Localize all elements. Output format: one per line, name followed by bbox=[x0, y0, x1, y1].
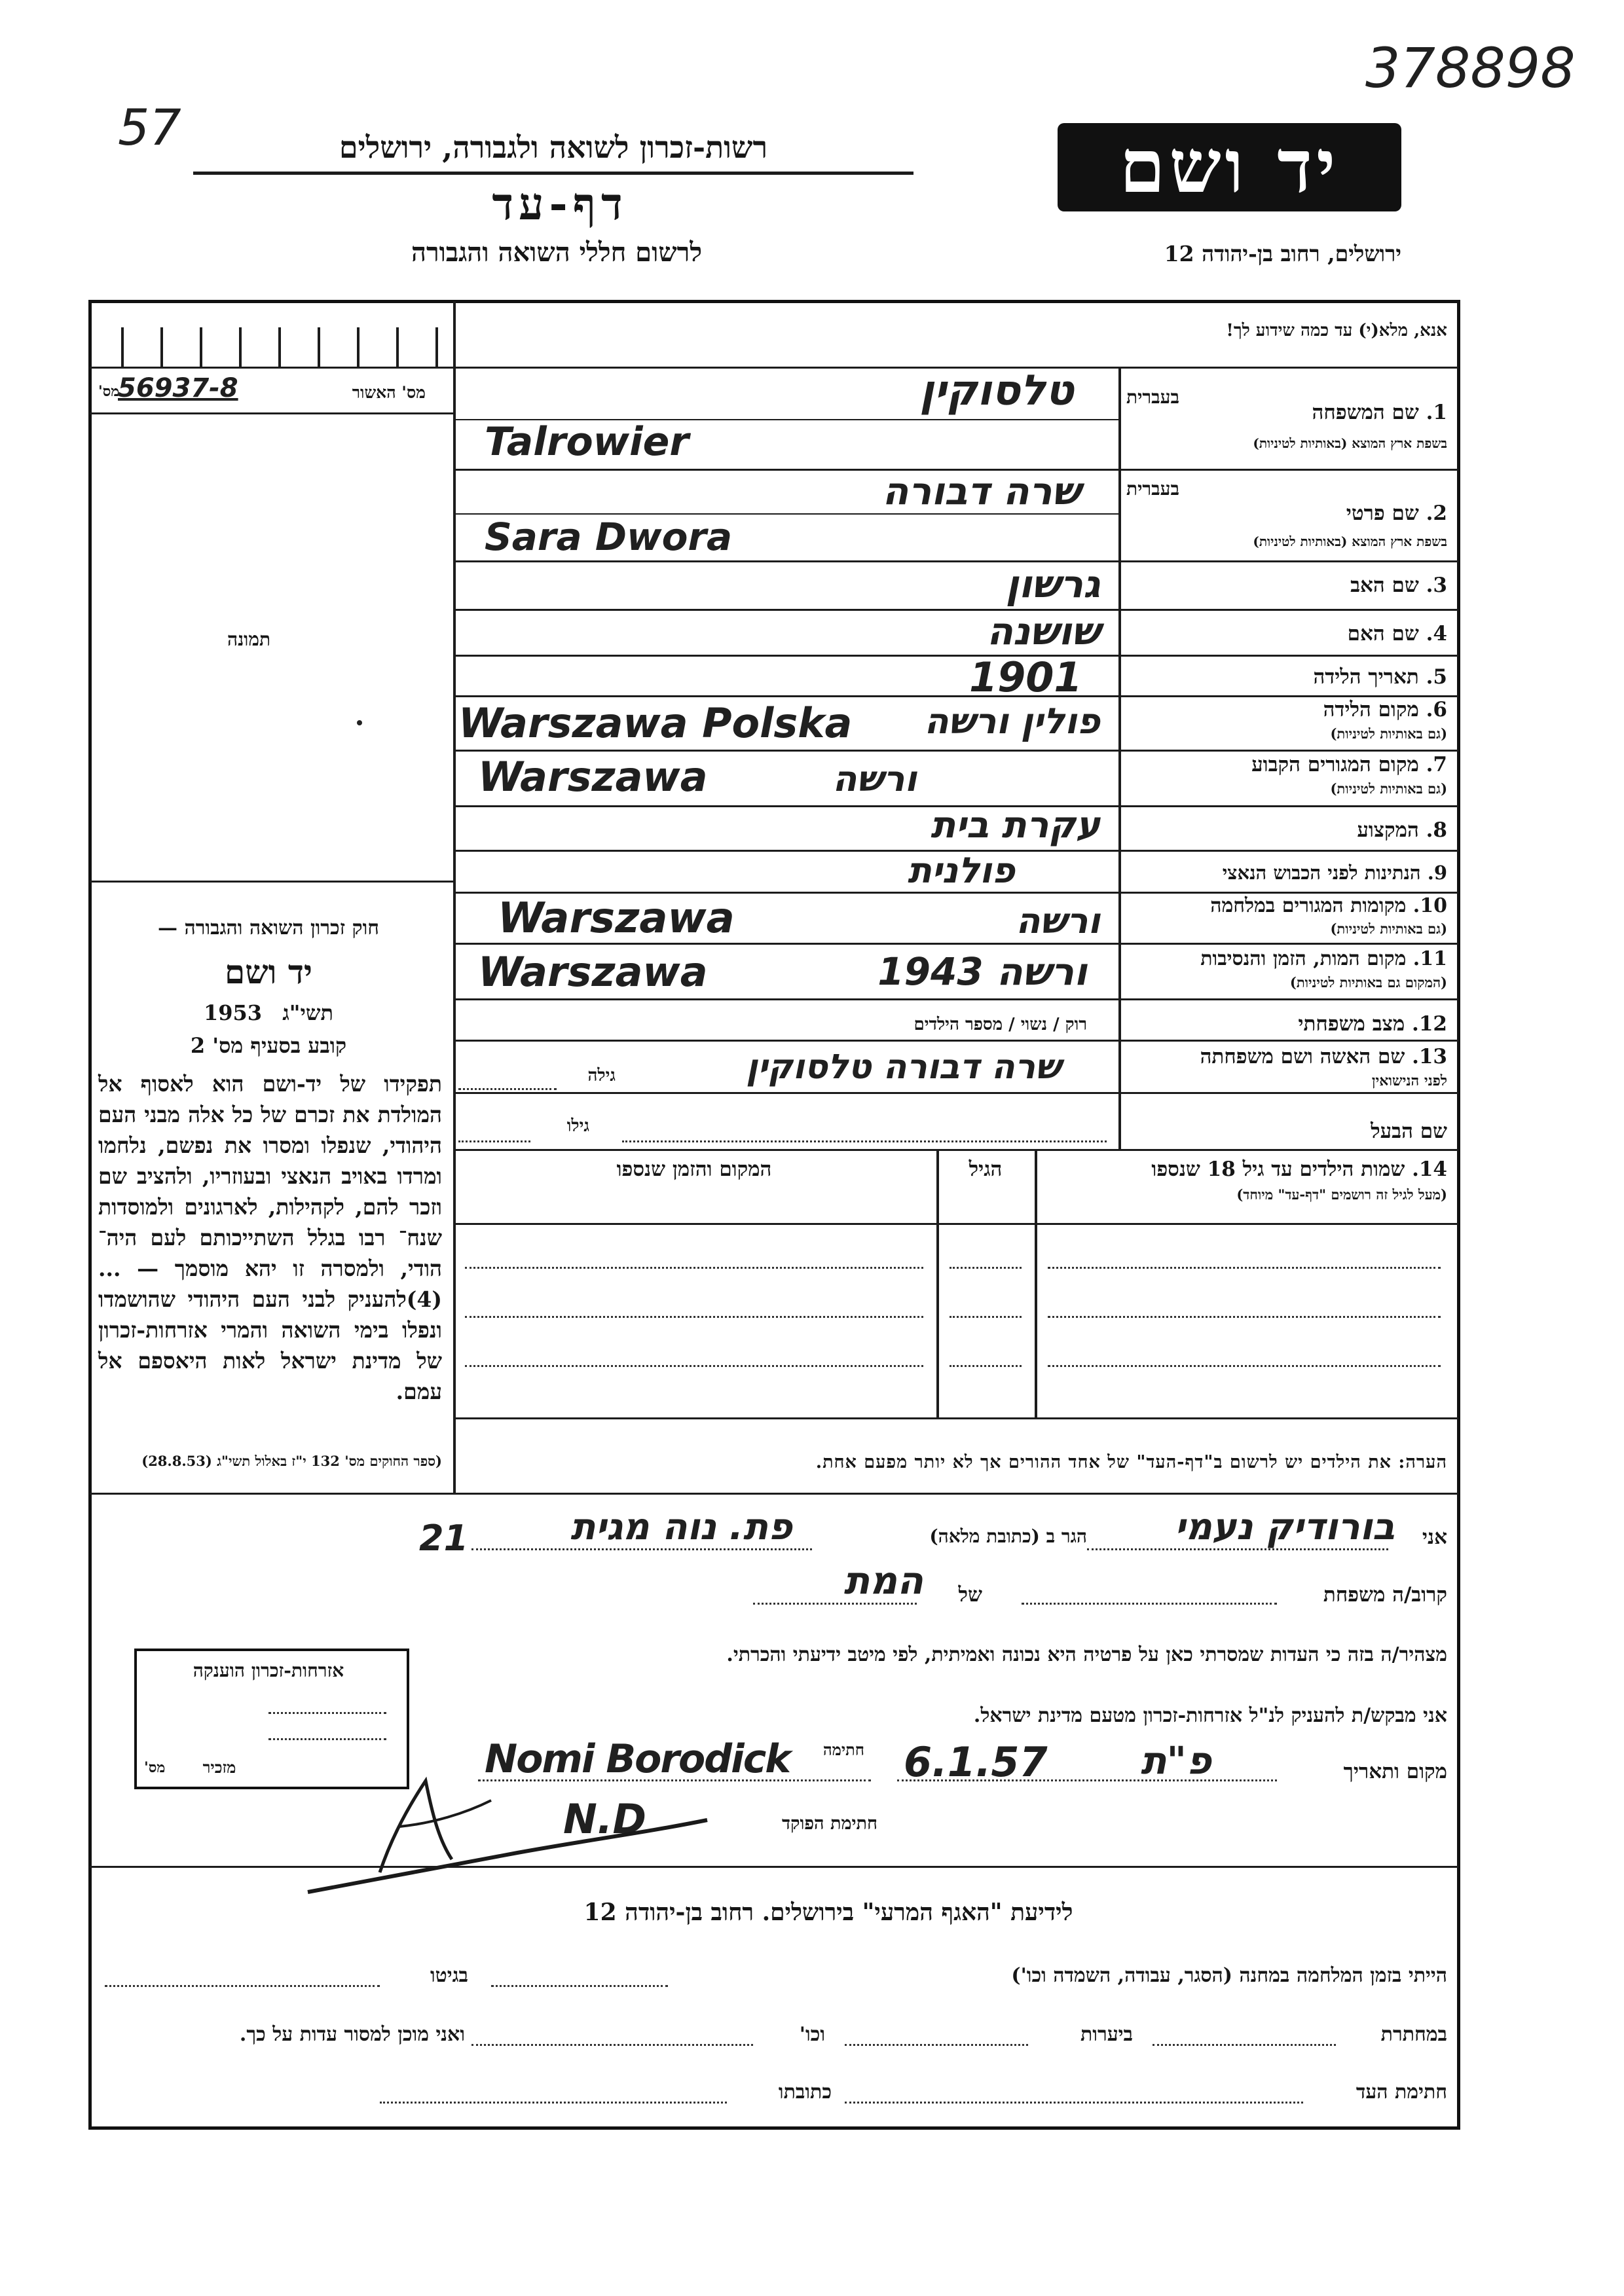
law-top-rule bbox=[90, 881, 453, 883]
f4-value: שושנה bbox=[987, 609, 1100, 653]
yad-vashem-logo-text: יד ושם bbox=[1119, 124, 1340, 210]
f1-hebrew-value: טלסוקין bbox=[919, 367, 1074, 415]
office-address: ירושלים, רחוב בן-יהודה 12 bbox=[1164, 241, 1401, 266]
law-name: יד ושם bbox=[225, 953, 312, 991]
f13-sub: לפני הנישואין bbox=[1371, 1072, 1447, 1089]
bottom-line1-blank2 bbox=[105, 1985, 380, 1987]
law-year-number: 1953 bbox=[204, 1000, 263, 1025]
f1-latin-value: Talrowier bbox=[485, 419, 689, 465]
row-rule bbox=[453, 892, 1458, 894]
col-age: הגיל bbox=[969, 1157, 1003, 1181]
f2-sub: בשפת ארץ המוצא (באותיות לטיניות) bbox=[1253, 534, 1447, 549]
f10-latin-value: Warszawa bbox=[498, 894, 735, 943]
lives-in-label: הגר ב (כתובת מלאה) bbox=[929, 1525, 1087, 1547]
label-column-divider bbox=[1118, 367, 1121, 1149]
address-value: פת. נוה מגית bbox=[570, 1506, 792, 1548]
stamp-sign-label: מזכיר bbox=[202, 1758, 236, 1777]
bottom-line2-blank-a bbox=[1153, 2044, 1336, 2046]
place-date-label: מקום ותאריך bbox=[1343, 1760, 1447, 1783]
f6-sub: (גם באותיות לטיניות) bbox=[1330, 725, 1447, 742]
f10-label: 10. מקומות המגורים במלחמה bbox=[1210, 894, 1447, 917]
witness-name: בורודיק נעמי bbox=[1174, 1506, 1395, 1548]
f3-label: 3. שם האב bbox=[1350, 574, 1447, 597]
f3-value: גרשון bbox=[1005, 562, 1100, 606]
place-value: פ"ת bbox=[1141, 1738, 1211, 1783]
tick bbox=[435, 327, 438, 367]
relation-label: קרוב/ה משפחת bbox=[1323, 1583, 1447, 1607]
f9-label: 9. הנתינות לפני הכבוש הנאצי bbox=[1222, 862, 1447, 884]
child-line bbox=[950, 1365, 1022, 1367]
law-clause: קובע בסעיף מס' 2 bbox=[190, 1033, 347, 1058]
signature-label: חתימה bbox=[822, 1740, 864, 1759]
f4-label: 4. שם האם bbox=[1347, 622, 1447, 646]
request-text: אני מבקש/ת להעניק לנ"ל אזרחות-זכרון מטעם מדינת ישראל. bbox=[973, 1704, 1447, 1727]
f2-label: 2. שם פרטי bbox=[1346, 501, 1447, 525]
f7-hebrew-value: ורשה bbox=[832, 758, 917, 799]
f2-latin-value: Sara Dwora bbox=[485, 515, 733, 559]
address-number: 21 bbox=[419, 1518, 469, 1559]
place-date-line bbox=[897, 1779, 1277, 1781]
law-year bbox=[98, 1000, 439, 1025]
bottom-title: לידיעת "האגף המרעי" בירושלים. רחוב בן-יהודה 12 bbox=[583, 1899, 1073, 1926]
law-text: תפקידו של יד-ושם הוא לאסוף אל המולדת את זכרם של כל אלה מבני העם היהודי, שנפלו ומסרו את נפשם, נלחמו ומרדו באויב הנאצי ובעוזריו, ולהציב שם וזכר להם, לקהילות, לארגונים ולמוסדות שנח־ רבו בגלל השתייכותם לעם היה־ הודי, ולמסרה זו יהא מוסמך — ...(4)להעניק לבני העם היהודי שהושמדו ונפלו בימי השואה והמרי אזרחות-זכרון של מדינת ישראל לאות היאספם אל עמם. bbox=[98, 1071, 442, 1404]
f1-sub: בשפת ארץ המוצא (באותיות לטיניות) bbox=[1253, 435, 1447, 451]
stamp-line bbox=[268, 1738, 386, 1740]
bottom-line3-blank-b bbox=[380, 2102, 727, 2104]
child-line bbox=[950, 1316, 1022, 1318]
archive-number: 378898 bbox=[1365, 36, 1576, 100]
husband-age-label: גילו bbox=[566, 1116, 589, 1136]
row-rule bbox=[453, 1040, 1458, 1042]
f14-label: 14. שמות הילדים עד גיל 18 שנספו bbox=[1151, 1157, 1447, 1181]
address-line bbox=[471, 1548, 812, 1550]
bottom-line3-b: כתובתו bbox=[778, 2081, 832, 2104]
row-rule bbox=[453, 1092, 1458, 1094]
approval-no-label: מס' bbox=[98, 383, 120, 400]
f7-sub: (גם באותיות לטיניות) bbox=[1330, 780, 1447, 797]
f1-hebrew-tag: בעברית bbox=[1126, 386, 1180, 408]
f9-value: פולנית bbox=[908, 850, 1015, 891]
relation-line bbox=[1022, 1603, 1277, 1605]
bottom-line3-blank-a bbox=[845, 2102, 1303, 2104]
f2-hebrew-tag: בעברית bbox=[1126, 478, 1180, 500]
stamp-no-label: מס' bbox=[144, 1759, 166, 1776]
authority-underline bbox=[193, 172, 913, 175]
witness-ani: אני bbox=[1422, 1525, 1447, 1549]
tick bbox=[396, 327, 399, 367]
bottom-line2-end: ואני מוכן למסור עדות על כך. bbox=[239, 2023, 465, 2046]
husband-name-line bbox=[622, 1140, 1107, 1142]
bottom-line2-blank-c bbox=[471, 2044, 753, 2046]
approval-number: 56937-8 bbox=[118, 373, 238, 403]
tick bbox=[357, 327, 360, 367]
corner-mark: 57 bbox=[118, 98, 181, 156]
left-top-rule bbox=[90, 367, 453, 369]
witness-name-line bbox=[1087, 1548, 1388, 1550]
row-rule bbox=[453, 998, 1458, 1000]
tick bbox=[121, 327, 124, 367]
children-col-divider bbox=[1035, 1149, 1037, 1417]
law-source: (ספר החוקים מס' 132 י"ז באלול תשי"ג (28.8.53) bbox=[141, 1453, 442, 1469]
of-line bbox=[753, 1603, 917, 1605]
bottom-line1-blank bbox=[491, 1985, 668, 1987]
declaration-text: מצהיר/ה בזה כי העדות שמסרתי כאן על פרטיה היא נכונה ואמיתית, לפי מיטב ידיעתי והכרתי. bbox=[726, 1643, 1447, 1666]
f7-latin-value: Warszawa bbox=[478, 753, 708, 801]
children-bottom-rule bbox=[453, 1417, 1458, 1419]
child-line bbox=[465, 1316, 923, 1318]
row-rule bbox=[453, 695, 1458, 697]
f6-label: 6. מקום הלידה bbox=[1323, 698, 1447, 721]
left-column-divider bbox=[453, 301, 456, 1493]
authority-name: רשות-זכרון לשואה ולגבורה, ירושלים bbox=[339, 130, 768, 165]
form-title: דף-עד bbox=[492, 178, 628, 230]
of-label: של bbox=[958, 1583, 982, 1607]
bottom-line2-a: במחתרת bbox=[1380, 2023, 1447, 2046]
children-note: הערה: את הילדים יש לרשום ב"דף-העד" של אחד ההורים אך לא יותר מפעם אחת. bbox=[815, 1452, 1447, 1472]
form-intro: אנא, מלא(י) עד כמה שידוע לך! bbox=[1226, 321, 1447, 340]
f11-sub: (המקום גם באותיות לטיניות) bbox=[1289, 974, 1447, 991]
f8-label: 8. המקצוע bbox=[1357, 818, 1447, 842]
f1-label: 1. שם המשפחה bbox=[1312, 401, 1447, 424]
f11-value: ורשה 1943 bbox=[877, 949, 1087, 994]
tick bbox=[278, 327, 281, 367]
bottom-line1-end: בגיטו bbox=[430, 1964, 468, 1987]
law-year-hebrew: תשי"ג bbox=[282, 1000, 333, 1025]
child-line bbox=[465, 1365, 923, 1367]
signature-value: Nomi Borodick bbox=[485, 1736, 790, 1782]
tick bbox=[318, 327, 320, 367]
tick bbox=[239, 327, 242, 367]
f5-value: 1901 bbox=[969, 653, 1082, 701]
f7-label: 7. מקום המגורים הקבוע bbox=[1251, 753, 1447, 776]
children-header-rule bbox=[453, 1223, 1458, 1225]
stamp-title: אזרחות-זכרון הוענקה bbox=[193, 1660, 344, 1681]
officer-label: חתימת הפוקד bbox=[782, 1813, 877, 1834]
bottom-line2-b: ביערות bbox=[1080, 2023, 1133, 2046]
husband-age-line bbox=[458, 1140, 530, 1142]
row-rule bbox=[453, 943, 1458, 945]
f8-value: עקרת בית bbox=[931, 804, 1100, 847]
bottom-line2-c: וכו' bbox=[799, 2023, 825, 2046]
photo-dot bbox=[357, 720, 362, 725]
f13-age-line bbox=[458, 1088, 557, 1090]
f10-hebrew-value: ורשה bbox=[1016, 900, 1100, 941]
child-line bbox=[1048, 1365, 1441, 1367]
col-place: המקום והזמן שנספו bbox=[616, 1157, 772, 1181]
row-rule bbox=[453, 655, 1458, 657]
approval-rule bbox=[90, 412, 453, 414]
f11-latin-value: Warszawa bbox=[478, 948, 708, 996]
bottom-line2-blank-b bbox=[845, 2044, 1028, 2046]
bottom-section-rule bbox=[90, 1866, 1458, 1868]
f12-options: רוק / נשוי / מספר הילדים bbox=[913, 1015, 1087, 1034]
child-line bbox=[465, 1267, 923, 1269]
f13-value: שרה דבורה טלסוקין bbox=[746, 1048, 1061, 1087]
husband-label: שם הבעל bbox=[1371, 1120, 1447, 1143]
f10-sub: (גם באותיות לטיניות) bbox=[1330, 920, 1447, 937]
child-line bbox=[1048, 1316, 1441, 1318]
f11-label: 11. מקום המות, הזמן והנסיבות bbox=[1200, 947, 1447, 970]
f6-latin-value: Warszawa Polska bbox=[458, 699, 853, 747]
officer-initials: N.D bbox=[563, 1795, 646, 1843]
bottom-line1: הייתי בזמן המלחמה במחנה (הסגר, עבודה, השמדה וכו') bbox=[1011, 1964, 1447, 1987]
child-line bbox=[1048, 1267, 1441, 1269]
form-subtitle: לרשום חללי השואה והגבורה bbox=[411, 237, 703, 268]
photo-label: תמונה bbox=[227, 629, 271, 650]
officer-signature-scribble bbox=[301, 1761, 720, 1905]
f5-label: 5. תאריך הלידה bbox=[1313, 665, 1447, 689]
child-line bbox=[950, 1267, 1022, 1269]
tick bbox=[160, 327, 163, 367]
children-col-divider bbox=[936, 1149, 939, 1417]
f2-hebrew-value: שרה דבורה bbox=[882, 469, 1080, 513]
row-rule bbox=[453, 1149, 1458, 1151]
bottom-line3-a: חתימת העד bbox=[1356, 2081, 1447, 2104]
stamp-line bbox=[268, 1712, 386, 1714]
row-rule bbox=[453, 750, 1458, 752]
f12-label: 12. מצב משפחתי bbox=[1298, 1012, 1447, 1036]
date-value: 6.1.57 bbox=[904, 1738, 1048, 1786]
tick bbox=[200, 327, 202, 367]
approval-label: מס' האשור bbox=[352, 383, 426, 402]
f13-label: 13. שם האשה ושם משפחתה bbox=[1200, 1045, 1447, 1068]
f13-age-label: גילה bbox=[587, 1066, 616, 1085]
f6-hebrew-value: פולין ורשה bbox=[924, 701, 1100, 742]
relation-value: המת bbox=[843, 1558, 923, 1603]
f14-sub: (מעל לגיל זה רושמים "דף-עד" מיוחד) bbox=[1236, 1186, 1447, 1203]
law-title: חוק זכרון השואה והגבורה — bbox=[158, 917, 379, 939]
section-rule bbox=[90, 1493, 1458, 1495]
